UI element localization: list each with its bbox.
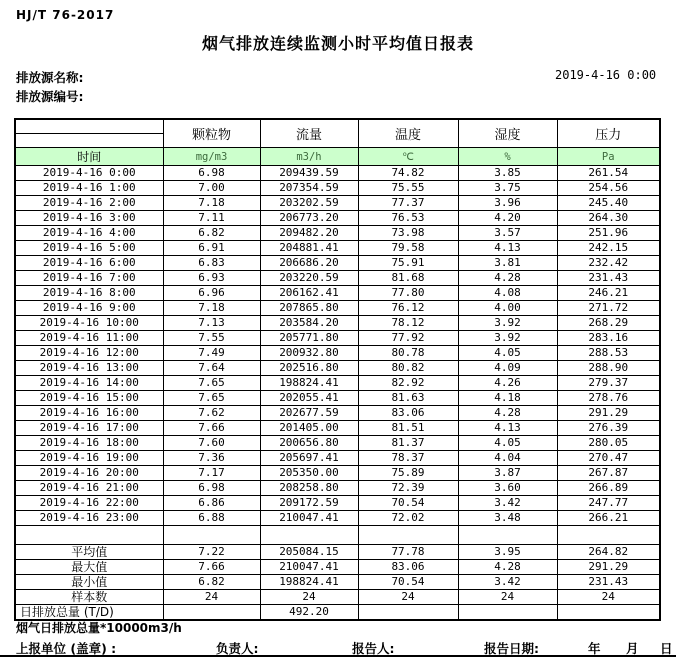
cell-value: 3.42 <box>458 575 557 590</box>
cell-value: 7.55 <box>163 331 260 346</box>
cell-value: 6.86 <box>163 496 260 511</box>
cell-value: 205697.41 <box>260 451 358 466</box>
data-row <box>15 196 660 211</box>
cell-value: 200656.80 <box>260 436 358 451</box>
cell-value: 24 <box>557 590 660 605</box>
cell-value: 3.92 <box>458 331 557 346</box>
time-cell: 2019-4-16 7:00 <box>15 271 163 286</box>
cell-value: 270.47 <box>557 451 660 466</box>
cell-value: 4.13 <box>458 241 557 256</box>
total-volume-note: 烟气日排放总量*10000m3/h <box>16 621 182 635</box>
cell-value: 200932.80 <box>260 346 358 361</box>
cell-value: 3.85 <box>458 166 557 181</box>
time-cell: 2019-4-16 6:00 <box>15 256 163 271</box>
column-header-pressure: 压力 <box>557 119 660 148</box>
cell-value: 291.29 <box>557 406 660 421</box>
summary-label: 最大值 <box>15 560 163 575</box>
cell-value: 4.08 <box>458 286 557 301</box>
cell-value: 254.56 <box>557 181 660 196</box>
cell-value: 78.12 <box>358 316 458 331</box>
page-title: 烟气排放连续监测小时平均值日报表 <box>201 34 474 53</box>
data-row <box>15 511 660 526</box>
cell-value: 77.92 <box>358 331 458 346</box>
cell-value: 246.21 <box>557 286 660 301</box>
cell-value: 203202.59 <box>260 196 358 211</box>
cell-value: 76.12 <box>358 301 458 316</box>
cell-value: 80.82 <box>358 361 458 376</box>
cell-value: 4.05 <box>458 346 557 361</box>
cell-value: 77.80 <box>358 286 458 301</box>
cell-value: 207865.80 <box>260 301 358 316</box>
unit-flow: m3/h <box>260 148 358 166</box>
data-row <box>15 361 660 376</box>
unit-humidity: % <box>458 148 557 166</box>
cell-value: 231.43 <box>557 271 660 286</box>
summary-row <box>15 590 660 605</box>
total-row <box>15 605 660 621</box>
cell-value <box>163 605 260 621</box>
cell-value: 4.26 <box>458 376 557 391</box>
cell-value: 7.60 <box>163 436 260 451</box>
time-cell: 2019-4-16 10:00 <box>15 316 163 331</box>
cell-value: 7.22 <box>163 545 260 560</box>
cell-value <box>557 605 660 621</box>
cell-value: 4.20 <box>458 211 557 226</box>
cell-value: 205771.80 <box>260 331 358 346</box>
cell-value: 245.40 <box>557 196 660 211</box>
cell-value: 3.57 <box>458 226 557 241</box>
cell-value: 6.98 <box>163 481 260 496</box>
cell-value: 79.58 <box>358 241 458 256</box>
cell-value: 7.66 <box>163 421 260 436</box>
cell-value: 74.82 <box>358 166 458 181</box>
time-cell: 2019-4-16 1:00 <box>15 181 163 196</box>
time-cell: 2019-4-16 0:00 <box>15 166 163 181</box>
cell-value: 6.91 <box>163 241 260 256</box>
data-row <box>15 451 660 466</box>
cell-value: 3.48 <box>458 511 557 526</box>
cell-value: 82.92 <box>358 376 458 391</box>
spacer-row <box>15 526 660 545</box>
header-corner-cell <box>15 119 163 148</box>
summary-row <box>15 545 660 560</box>
cell-value <box>458 605 557 621</box>
time-cell: 2019-4-16 13:00 <box>15 361 163 376</box>
time-cell: 2019-4-16 3:00 <box>15 211 163 226</box>
report-date-label: 报告日期: <box>484 641 539 656</box>
cell-value: 77.37 <box>358 196 458 211</box>
data-row <box>15 466 660 481</box>
cell-value: 7.49 <box>163 346 260 361</box>
report-unit-label: 上报单位 (盖章) : <box>16 641 117 656</box>
cell-value: 232.42 <box>557 256 660 271</box>
time-cell: 2019-4-16 17:00 <box>15 421 163 436</box>
cell-value: 264.82 <box>557 545 660 560</box>
source-code-label: 排放源编号: <box>16 89 84 104</box>
cell-value: 4.28 <box>458 560 557 575</box>
cell-value: 198824.41 <box>260 376 358 391</box>
cell-value: 81.63 <box>358 391 458 406</box>
time-cell: 2019-4-16 16:00 <box>15 406 163 421</box>
data-row <box>15 256 660 271</box>
cell-value: 209172.59 <box>260 496 358 511</box>
cell-value: 210047.41 <box>260 511 358 526</box>
cell-value: 7.18 <box>163 301 260 316</box>
cell-value: 6.93 <box>163 271 260 286</box>
cell-value: 3.95 <box>458 545 557 560</box>
time-cell: 2019-4-16 5:00 <box>15 241 163 256</box>
cell-value: 4.05 <box>458 436 557 451</box>
cell-value: 4.00 <box>458 301 557 316</box>
corner-bottom-cell <box>16 134 163 147</box>
cell-value: 208258.80 <box>260 481 358 496</box>
cell-value: 205350.00 <box>260 466 358 481</box>
time-cell: 2019-4-16 11:00 <box>15 331 163 346</box>
summary-label: 样本数 <box>15 590 163 605</box>
cell-value: 204881.41 <box>260 241 358 256</box>
cell-value: 209482.20 <box>260 226 358 241</box>
cell-value: 6.82 <box>163 226 260 241</box>
cell-value: 202516.80 <box>260 361 358 376</box>
unit-row <box>15 148 660 166</box>
cell-value: 279.37 <box>557 376 660 391</box>
data-row <box>15 316 660 331</box>
total-label: 日排放总量 (T/D) <box>15 605 163 621</box>
cell-value: 276.39 <box>557 421 660 436</box>
cell-value: 3.87 <box>458 466 557 481</box>
source-name-label: 排放源名称: <box>16 70 84 85</box>
month-label: 月 <box>626 641 639 656</box>
bottom-divider <box>0 655 676 657</box>
cell-value: 6.83 <box>163 256 260 271</box>
cell-value: 76.53 <box>358 211 458 226</box>
cell-value: 83.06 <box>358 560 458 575</box>
cell-value <box>260 526 358 545</box>
cell-value: 3.81 <box>458 256 557 271</box>
standard-code: HJ/T 76-2017 <box>16 8 115 22</box>
cell-value: 4.13 <box>458 421 557 436</box>
data-row <box>15 271 660 286</box>
header-row <box>15 119 660 148</box>
empty-cell <box>15 526 163 545</box>
corner-top-cell <box>16 120 163 134</box>
cell-value: 3.92 <box>458 316 557 331</box>
reporter-label: 报告人: <box>352 641 395 656</box>
data-row <box>15 436 660 451</box>
summary-label: 平均值 <box>15 545 163 560</box>
data-row <box>15 376 660 391</box>
data-row <box>15 166 660 181</box>
cell-value: 205084.15 <box>260 545 358 560</box>
cell-value: 291.29 <box>557 560 660 575</box>
time-cell: 2019-4-16 14:00 <box>15 376 163 391</box>
cell-value: 288.90 <box>557 361 660 376</box>
cell-value: 4.09 <box>458 361 557 376</box>
cell-value: 7.65 <box>163 391 260 406</box>
cell-value: 81.68 <box>358 271 458 286</box>
unit-temperature: ℃ <box>358 148 458 166</box>
cell-value: 24 <box>260 590 358 605</box>
time-cell: 2019-4-16 18:00 <box>15 436 163 451</box>
cell-value: 73.98 <box>358 226 458 241</box>
cell-value: 7.36 <box>163 451 260 466</box>
cell-value: 206773.20 <box>260 211 358 226</box>
cell-value: 3.75 <box>458 181 557 196</box>
cell-value: 70.54 <box>358 575 458 590</box>
time-cell: 2019-4-16 12:00 <box>15 346 163 361</box>
cell-value: 231.43 <box>557 575 660 590</box>
time-cell: 2019-4-16 9:00 <box>15 301 163 316</box>
time-cell: 2019-4-16 22:00 <box>15 496 163 511</box>
cell-value <box>358 605 458 621</box>
time-cell: 2019-4-16 2:00 <box>15 196 163 211</box>
cell-value: 81.37 <box>358 436 458 451</box>
cell-value: 7.66 <box>163 560 260 575</box>
cell-value: 206162.41 <box>260 286 358 301</box>
data-row <box>15 481 660 496</box>
cell-value: 268.29 <box>557 316 660 331</box>
time-cell: 2019-4-16 21:00 <box>15 481 163 496</box>
cell-value: 81.51 <box>358 421 458 436</box>
data-row <box>15 496 660 511</box>
cell-value: 75.89 <box>358 466 458 481</box>
cell-value: 4.18 <box>458 391 557 406</box>
cell-value: 266.89 <box>557 481 660 496</box>
data-row <box>15 286 660 301</box>
cell-value: 278.76 <box>557 391 660 406</box>
column-header-flow: 流量 <box>260 119 358 148</box>
data-row <box>15 301 660 316</box>
cell-value: 75.91 <box>358 256 458 271</box>
cell-value: 72.39 <box>358 481 458 496</box>
cell-value: 7.65 <box>163 376 260 391</box>
cell-value: 207354.59 <box>260 181 358 196</box>
cell-value: 202055.41 <box>260 391 358 406</box>
cell-value: 201405.00 <box>260 421 358 436</box>
cell-value: 24 <box>458 590 557 605</box>
column-header-temperature: 温度 <box>358 119 458 148</box>
cell-value: 267.87 <box>557 466 660 481</box>
cell-value: 242.15 <box>557 241 660 256</box>
cell-value: 251.96 <box>557 226 660 241</box>
time-cell: 2019-4-16 20:00 <box>15 466 163 481</box>
cell-value: 6.96 <box>163 286 260 301</box>
cell-value: 7.18 <box>163 196 260 211</box>
data-row <box>15 391 660 406</box>
column-header-humidity: 湿度 <box>458 119 557 148</box>
cell-value: 266.21 <box>557 511 660 526</box>
cell-value: 72.02 <box>358 511 458 526</box>
cell-value: 247.77 <box>557 496 660 511</box>
cell-value: 264.30 <box>557 211 660 226</box>
cell-value: 83.06 <box>358 406 458 421</box>
cell-value: 3.60 <box>458 481 557 496</box>
cell-value: 7.11 <box>163 211 260 226</box>
data-row <box>15 406 660 421</box>
cell-value: 210047.41 <box>260 560 358 575</box>
cell-value: 77.78 <box>358 545 458 560</box>
cell-value: 3.42 <box>458 496 557 511</box>
cell-value: 288.53 <box>557 346 660 361</box>
cell-value: 202677.59 <box>260 406 358 421</box>
summary-row <box>15 560 660 575</box>
time-cell: 2019-4-16 23:00 <box>15 511 163 526</box>
time-column-label: 时间 <box>15 148 163 166</box>
cell-value: 280.05 <box>557 436 660 451</box>
time-cell: 2019-4-16 8:00 <box>15 286 163 301</box>
data-row <box>15 421 660 436</box>
cell-value: 4.28 <box>458 271 557 286</box>
cell-value: 7.00 <box>163 181 260 196</box>
column-header-particulate: 颗粒物 <box>163 119 260 148</box>
unit-pressure: Pa <box>557 148 660 166</box>
cell-value: 7.62 <box>163 406 260 421</box>
report-table <box>14 118 661 621</box>
data-row <box>15 181 660 196</box>
cell-value: 70.54 <box>358 496 458 511</box>
cell-value: 24 <box>163 590 260 605</box>
cell-value: 261.54 <box>557 166 660 181</box>
cell-value: 80.78 <box>358 346 458 361</box>
summary-row <box>15 575 660 590</box>
cell-value: 6.88 <box>163 511 260 526</box>
responsible-label: 负责人: <box>216 641 259 656</box>
cell-value: 7.17 <box>163 466 260 481</box>
cell-value: 283.16 <box>557 331 660 346</box>
summary-label: 最小值 <box>15 575 163 590</box>
cell-value: 206686.20 <box>260 256 358 271</box>
cell-value: 209439.59 <box>260 166 358 181</box>
cell-value <box>358 526 458 545</box>
cell-value: 203584.20 <box>260 316 358 331</box>
time-cell: 2019-4-16 4:00 <box>15 226 163 241</box>
cell-value: 271.72 <box>557 301 660 316</box>
year-label: 年 <box>588 641 601 656</box>
day-label: 日 <box>660 641 673 656</box>
cell-value: 492.20 <box>260 605 358 621</box>
cell-value: 203220.59 <box>260 271 358 286</box>
cell-value <box>163 526 260 545</box>
cell-value: 4.04 <box>458 451 557 466</box>
cell-value <box>557 526 660 545</box>
cell-value: 78.37 <box>358 451 458 466</box>
report-datetime: 2019-4-16 0:00 <box>555 68 657 82</box>
cell-value: 6.98 <box>163 166 260 181</box>
data-row <box>15 241 660 256</box>
data-row <box>15 226 660 241</box>
cell-value: 6.82 <box>163 575 260 590</box>
unit-particulate: mg/m3 <box>163 148 260 166</box>
time-cell: 2019-4-16 15:00 <box>15 391 163 406</box>
data-row <box>15 211 660 226</box>
cell-value: 198824.41 <box>260 575 358 590</box>
cell-value: 4.28 <box>458 406 557 421</box>
data-row <box>15 346 660 361</box>
cell-value: 3.96 <box>458 196 557 211</box>
time-cell: 2019-4-16 19:00 <box>15 451 163 466</box>
cell-value <box>458 526 557 545</box>
cell-value: 7.64 <box>163 361 260 376</box>
cell-value: 75.55 <box>358 181 458 196</box>
cell-value: 7.13 <box>163 316 260 331</box>
data-row <box>15 331 660 346</box>
cell-value: 24 <box>358 590 458 605</box>
